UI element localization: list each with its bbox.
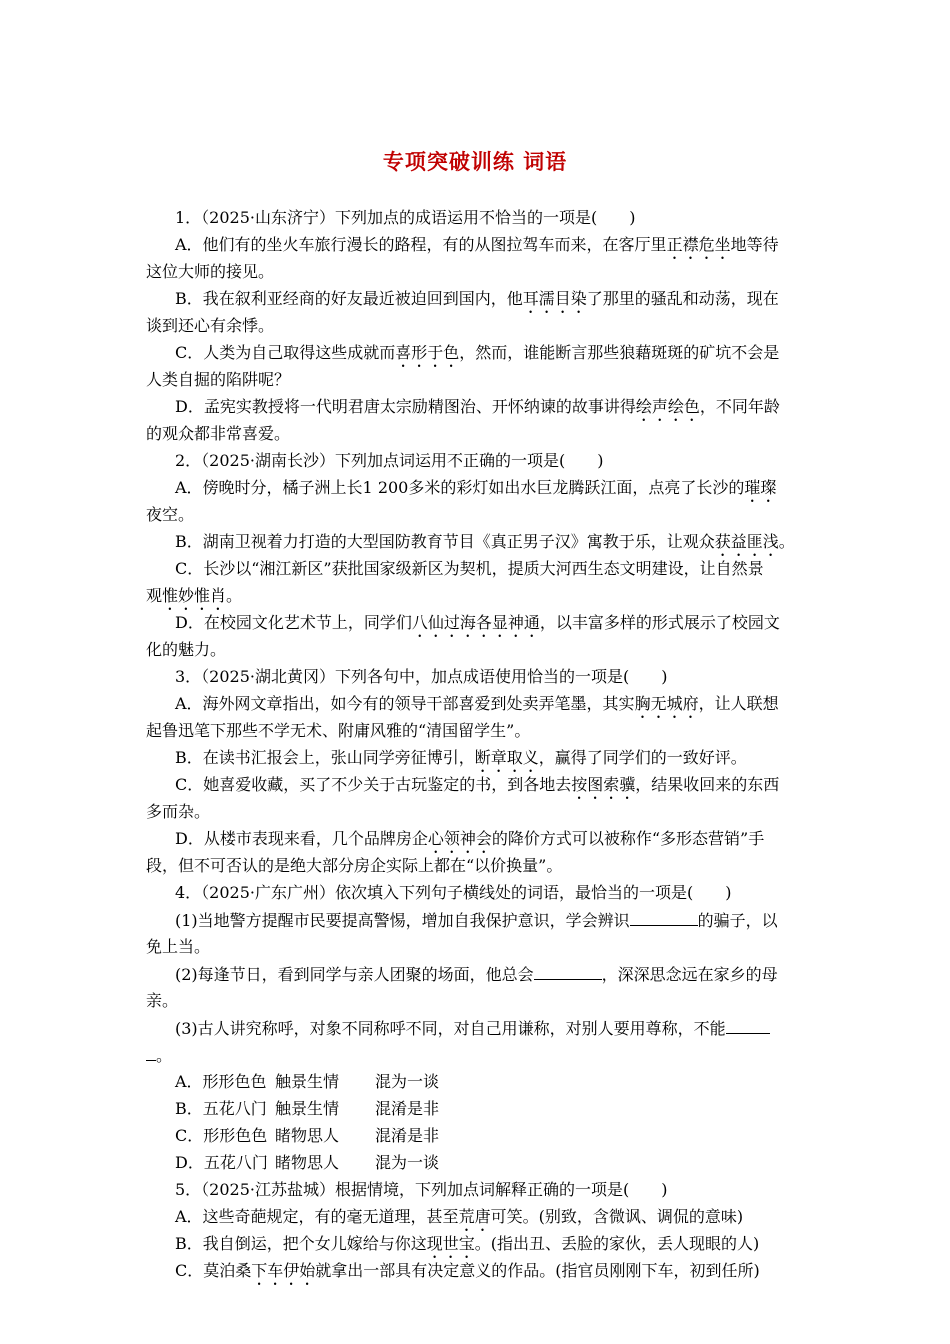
q5-option-b: B．我自倒运，把个女儿嫁给与你这现世宝。(指出丑、丢脸的家伙，丢人现眼的人) — [175, 1234, 760, 1253]
answer-blank-2[interactable] — [534, 964, 602, 980]
q4-option-b: B．五花八门 触景生情 混淆是非 — [175, 1099, 440, 1118]
answer-blank-3-cont[interactable] — [146, 1045, 156, 1061]
q2-option-a-cont: 夜空。 — [146, 505, 195, 524]
q3-option-a: A．海外网文章指出，如今有的领导干部喜爱到处卖弄笔墨，其实胸无城府，让人联想 — [175, 694, 779, 713]
q4-sentence-2-cont: 亲。 — [146, 991, 179, 1010]
q2-option-b: B．湖南卫视着力打造的大型国防教育节目《真正男子汉》寓教于乐，让观众获益匪浅。 — [175, 532, 795, 551]
q4-option-a: A．形形色色 触景生情 混为一谈 — [175, 1072, 440, 1091]
q1-option-a-cont: 这位大师的接见。 — [146, 262, 275, 281]
q3-option-d: D．从楼市表现来看，几个品牌房企心领神会的降价方式可以被称作“多形态营销”手 — [175, 829, 765, 848]
q1-stem: 1．（2025·山东济宁）下列加点的成语运用不恰当的一项是( ) — [175, 208, 636, 227]
q4-option-d: D．五花八门 睹物思人 混为一谈 — [175, 1153, 440, 1172]
q4-sentence-1-cont: 免上当。 — [146, 937, 211, 956]
q2-option-d: D．在校园文化艺术节上，同学们八仙过海各显神通，以丰富多样的形式展示了校园文 — [175, 613, 780, 632]
q2-option-c: C．长沙以“湘江新区”获批国家级新区为契机，提质大河西生态文明建设，让自然景 — [175, 559, 764, 578]
q5-stem: 5．（2025·江苏盐城）根据情境，下列加点词解释正确的一项是( ) — [175, 1180, 668, 1199]
q3-option-c: C．她喜爱收藏，买了不少关于古玩鉴定的书，到各地去按图索骥，结果收回来的东西 — [175, 775, 780, 794]
q2-option-d-cont: 化的魅力。 — [146, 640, 227, 659]
q1-option-d: D．孟宪实教授将一代明君唐太宗励精图治、开怀纳谏的故事讲得绘声绘色，不同年龄 — [175, 397, 780, 416]
q4-stem: 4．（2025·广东广州）依次填入下列句子横线处的词语，最恰当的一项是( ) — [175, 883, 732, 902]
q3-stem: 3．（2025·湖北黄冈）下列各句中，加点成语使用恰当的一项是( ) — [175, 667, 668, 686]
q1-option-c: C．人类为自己取得这些成就而喜形于色，然而，谁能断言那些狼藉斑斑的矿坑不会是 — [175, 343, 780, 362]
answer-blank-1[interactable] — [630, 910, 698, 926]
q1-option-a: A．他们有的坐火车旅行漫长的路程，有的从图拉驾车而来，在客厅里正襟危坐地等待 — [175, 235, 779, 254]
q5-option-a: A．这些奇葩规定，有的毫无道理，甚至荒唐可笑。(别致，含微讽、调侃的意味) — [175, 1207, 744, 1226]
q4-sentence-1: (1)当地警方提醒市民要提高警惕，增加自我保护意识，学会辨识 的骗子，以 — [175, 911, 778, 930]
q1-option-b-cont: 谈到还心有余悸。 — [146, 316, 275, 335]
q4-sentence-3-cont: 。 — [146, 1045, 172, 1066]
q2-option-c-cont: 观惟妙惟肖。 — [146, 586, 243, 605]
q1-option-b: B．我在叙利亚经商的好友最近被迫回到国内，他耳濡目染了那里的骚乱和动荡，现在 — [175, 289, 779, 308]
q4-option-c: C．形形色色 睹物思人 混淆是非 — [175, 1126, 440, 1145]
q4-sentence-3: (3)古人讲究称呼，对象不同称呼不同，对自己用谦称，对别人要用尊称，不能 — [175, 1018, 770, 1039]
q1-option-c-cont: 人类自掘的陷阱呢？ — [146, 370, 291, 389]
answer-blank-3[interactable] — [726, 1018, 770, 1034]
q3-option-b: B．在读书汇报会上，张山同学旁征博引，断章取义，赢得了同学们的一致好评。 — [175, 748, 747, 767]
q2-stem: 2．（2025·湖南长沙）下列加点词运用不正确的一项是( ) — [175, 451, 604, 470]
q3-option-c-cont: 多而杂。 — [146, 802, 211, 821]
q2-option-a: A．傍晚时分，橘子洲上长1 200多米的彩灯如出水巨龙腾跃江面，点亮了长沙的璀璨 — [175, 478, 777, 497]
q5-option-c: C．莫泊桑下车伊始就拿出一部具有决定意义的作品。(指官员刚刚下车，初到任所) — [175, 1261, 760, 1280]
q4-sentence-2: (2)每逢节日，看到同学与亲人团聚的场面，他总会 ，深深思念远在家乡的母 — [175, 965, 778, 984]
page-title: 专项突破训练 词语 — [382, 150, 568, 174]
q3-option-a-cont: 起鲁迅笔下那些不学无术、附庸风雅的“清国留学生”。 — [146, 721, 531, 740]
q3-option-d-cont: 段，但不可否认的是绝大部分房企实际上都在“以价换量”。 — [146, 856, 563, 875]
q1-option-d-cont: 的观众都非常喜爱。 — [146, 424, 291, 443]
